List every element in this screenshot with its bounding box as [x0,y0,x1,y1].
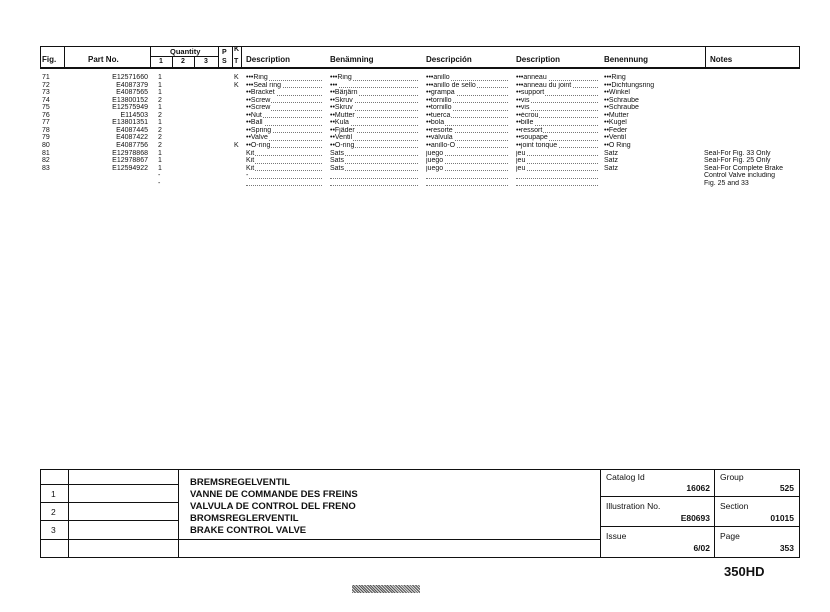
revision-row-3: 3 [51,525,56,535]
header-ps-s: S [222,58,227,65]
row-cell-text: ••tuerca [426,111,451,119]
row-cell-text: ••soupape [516,134,548,142]
row-cell-text: - [246,172,249,180]
row-cell-qty: 1 [158,149,162,157]
row-cell-fig: 77 [42,119,50,127]
page-value: 353 [779,543,794,553]
group-label: Group [720,472,744,482]
row-cell-fig: 76 [42,111,50,119]
row-cell-de: •••Ring [604,74,626,81]
row-cell-note: Control Valve including [704,172,776,180]
row-cell-de: ••Schraube [604,96,639,104]
row-cell-text: ••bola [426,119,445,127]
title-fr: VANNE DE COMMANDE DES FREINS [190,489,358,500]
row-cell-de: Satz [604,149,619,157]
catalog-id-value: 16062 [686,483,710,493]
section-value: 01015 [770,513,794,523]
row-cell-de: ••Ventil [604,134,627,142]
illustration-no-label: Illustration No. [606,501,661,511]
row-cell-text: ••vis [516,96,530,104]
dotted-leader [330,185,418,186]
row-cell-text: •••anneau du joint [516,81,572,89]
header-kit-t: T [234,58,239,65]
row-cell-qty: 2 [158,141,162,149]
dotted-leader [516,185,598,186]
row-cell-text: ••Kula [330,119,349,127]
row-cell-text: ••Spring [246,126,272,134]
row-cell-note: Fig. 25 and 33 [704,179,749,187]
row-cell-text: Sats [330,164,345,172]
row-cell-part: E12978867 [112,157,148,165]
row-cell-text: jeu [516,164,526,172]
row-cell-part: E12571660 [112,74,148,81]
scan-mark-bar [352,585,420,593]
row-cell-part: E4087379 [116,81,148,89]
issue-label: Issue [606,531,627,541]
row-cell-fig: 71 [42,74,50,81]
row-cell-text: ••Valve [246,134,268,142]
row-cell-text: •••Seal ring [246,81,281,89]
row-cell-part: E4087565 [116,89,148,97]
row-cell-kit: K [234,141,239,149]
header-ps-p: P [222,49,227,56]
row-cell-text: ••Screw [246,96,271,104]
header-part-no: Part No. [88,55,119,64]
row-cell-de: ••Kugel [604,119,627,127]
row-cell-de: Satz [604,157,619,165]
row-cell-part: E4087756 [116,141,148,149]
row-cell-text: •••anneau [516,74,547,81]
row-cell-text: ••O-ring [246,141,271,149]
title-es: VALVULA DE CONTROL DEL FRENO [190,501,356,512]
page-label: Page [720,531,740,541]
header-benamning: Benämning [330,55,374,64]
row-cell-text: ••bille [516,119,534,127]
row-cell-text: •••Ring [246,74,268,81]
row-cell-kit: K [234,81,239,89]
row-cell-qty: 1 [158,74,162,81]
issue-value: 6/02 [693,543,710,553]
row-cell-text: juego [426,157,444,165]
row-cell-text: juego [426,164,444,172]
row-cell-qty: 1 [158,81,162,89]
row-cell-en [246,172,324,180]
header-qty-2: 2 [181,58,185,65]
row-cell-text: ••Ball [246,119,263,127]
header-qty-1: 1 [159,58,163,65]
row-cell-text: ••anillo-O [426,141,456,149]
row-cell-fig: 80 [42,141,50,149]
dotted-leader [426,185,508,186]
row-cell-fr [516,165,600,173]
title-sv: BROMSREGLERVENTIL [190,513,299,524]
model-label: 350HD [724,564,765,579]
row-cell-de: ••Winkel [604,89,630,97]
title-de: BREMSREGELVENTIL [190,477,291,488]
row-cell-text: ••Screw [246,104,271,112]
row-cell-text: Kit [246,149,255,157]
header-description-en: Description [246,55,291,64]
row-cell-text: ••Bracket [246,89,275,97]
row-cell-fig: 72 [42,81,50,89]
row-cell-kit: K [234,74,239,81]
row-cell-text: •••anillo de sello [426,81,476,89]
row-cell-text: ••support [516,89,545,97]
row-cell-qty: 2 [158,134,162,142]
header-benennung: Benennung [604,55,648,64]
row-cell-text: ••grampa [426,89,455,97]
row-cell-qty: 2 [158,96,162,104]
row-cell-es [426,165,510,173]
illustration-no-value: E80693 [680,513,710,523]
row-cell-text: ••ressort [516,126,543,134]
row-cell-de: ••Mutter [604,111,629,119]
row-cell-part: E13801351 [112,119,148,127]
row-cell-fig: 81 [42,149,50,157]
title-en: BRAKE CONTROL VALVE [190,525,307,536]
dotted-leader [426,178,508,179]
row-cell-qty: 1 [158,157,162,165]
row-cell-text: ••resorte [426,126,453,134]
row-cell-de: Satz [604,164,619,172]
row-cell-fig: 78 [42,126,50,134]
row-cell-text: juego [426,149,444,157]
row-cell-text: Kit [246,164,255,172]
row-cell-text: Kit [246,157,255,165]
row-cell-text: •••anillo [426,74,450,81]
header-fig: Fig. [42,55,57,64]
row-cell-de: ••Schraube [604,104,639,112]
row-cell-text: jeu [516,149,526,157]
header-notes: Notes [710,55,733,64]
dotted-leader [330,178,418,179]
dotted-leader [246,185,322,186]
row-cell-note: Seal-For Complete Brake [704,164,783,172]
row-cell-fig: 74 [42,96,50,104]
row-cell-qty: 1 [158,119,162,127]
catalog-id-label: Catalog Id [606,472,645,482]
row-cell-part: E12594922 [112,164,148,172]
row-cell-part: E4087445 [116,126,148,134]
row-cell-text: ••Nut [246,111,262,119]
row-cell-qty: - [158,179,161,187]
row-cell-qty: - [158,172,161,180]
row-cell-text: ••Skruv [330,104,353,112]
row-cell-text: ••vis [516,104,530,112]
row-cell-fig: 82 [42,157,50,165]
row-cell-text: Sats [330,157,345,165]
row-cell-text: ••Mutter [330,111,355,119]
row-cell-text: ••Skruv [330,96,353,104]
row-cell-part: E12978868 [112,149,148,157]
header-qty-3: 3 [204,58,208,65]
row-cell-text: Sats [330,149,345,157]
row-cell-fig: 79 [42,134,50,142]
row-cell-note: Seal-For Fig. 25 Only [704,157,771,165]
group-value: 525 [779,483,794,493]
revision-row-2: 2 [51,507,56,517]
row-cell-text: jeu [516,157,526,165]
row-cell-part: E13800152 [112,96,148,104]
row-cell-part: E4087422 [116,134,148,142]
row-cell-part: E114503 [120,111,148,119]
row-cell-text: ••• [330,81,338,89]
row-cell-qty: 1 [158,104,162,112]
row-cell-de: ••Feder [604,126,628,134]
row-cell-text: ••tornillo [426,104,452,112]
row-cell-fig: 83 [42,164,50,172]
row-cell-note: Seal-For Fig. 33 Only [704,149,771,157]
row-cell-part: E12575949 [112,104,148,112]
row-cell-text: ••válvula [426,134,453,142]
section-label: Section [720,501,749,511]
dotted-leader [516,178,598,179]
row-cell-text: ••tornillo [426,96,452,104]
row-cell-text: ••joint torique [516,141,558,149]
row-cell-fig: 75 [42,104,50,112]
row-cell-qty: 2 [158,111,162,119]
header-quantity: Quantity [170,47,201,56]
row-cell-text: ••Fjäder [330,126,355,134]
row-cell-qty: 1 [158,164,162,172]
row-cell-fig: 73 [42,89,50,97]
row-cell-qty: 1 [158,89,162,97]
row-cell-de: ••O Ring [604,141,631,149]
row-cell-qty: 2 [158,126,162,134]
row-cell-text: ••écrou [516,111,539,119]
header-kit-k: K [234,46,240,53]
row-cell-text: ••Ventil [330,134,353,142]
header-description-fr: Description [516,55,561,64]
row-cell-text: ••O-ring [330,141,355,149]
row-cell-sv [330,165,420,173]
revision-row-1: 1 [51,489,56,499]
row-cell-text: ••Bärjärn [330,89,358,97]
row-cell-text: •••Ring [330,74,352,81]
header-descripcion: Descripción [426,55,472,64]
row-cell-de: •••Dichtungsring [604,81,655,89]
